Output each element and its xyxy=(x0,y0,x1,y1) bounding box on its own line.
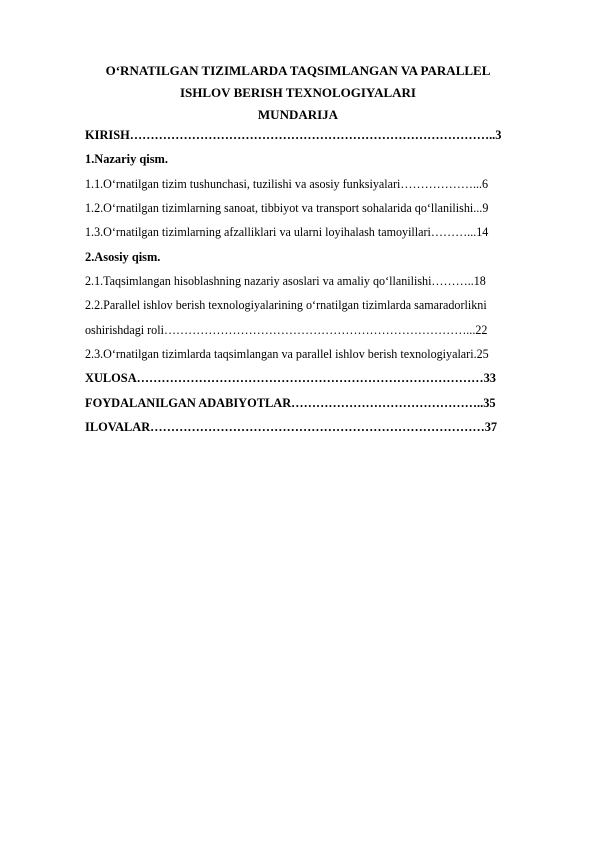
toc-section-nazariy: 1.Nazariy qism. xyxy=(85,152,168,166)
toc-entry-1-1: 1.1.O‘rnatilgan tizim tushunchasi, tuzilishi va asosiy funksiyalari………………...6 xyxy=(85,177,489,191)
toc-entry-adabiyotlar: FOYDALANILGAN ADABIYOTLAR………………………………………..35 xyxy=(85,396,496,410)
toc-entry-2-3: 2.3.O‘rnatilgan tizimlarda taqsimlangan va parallel ishlov berish texnologiyalari.25 xyxy=(85,347,489,361)
toc-entry-2-2: 2.2.Parallel ishlov berish texnologiyalarining o‘rnatilgan tizimlarda samaradorlikni xyxy=(85,298,487,312)
document-title-line1: O‘RNATILGAN TIZIMLARDA TAQSIMLANGAN VA PARALLEL xyxy=(105,63,491,78)
toc-entry-xulosa: XULOSA…………………………………………………………………………33 xyxy=(85,371,496,385)
toc-entry-2-1: 2.1.Taqsimlangan hisoblashning nazariy asoslari va amaliy qo‘llanilishi………..18 xyxy=(85,274,486,288)
toc-entry-ilovalar: ILOVALAR………………………………………………………………………37 xyxy=(85,420,498,434)
toc-heading: MUNDARIJA xyxy=(257,107,339,122)
toc-entry-kirish: KIRISH……………………………………………………………………………..3 xyxy=(85,128,502,142)
toc-entry-1-2: 1.2.O‘rnatilgan tizimlarning sanoat, tibbiyot va transport sohalarida qo‘llanilishi...9 xyxy=(85,201,489,215)
toc-section-asosiy: 2.Asosiy qism. xyxy=(85,250,161,264)
toc-entry-1-3: 1.3.O‘rnatilgan tizimlarning afzalliklari va ularni loyihalash tamoyillari………...14 xyxy=(85,225,489,239)
toc-entry-2-2-cont: oshirishdagi roli…………………………………………………………………...22 xyxy=(85,323,488,337)
document-title-line2: ISHLOV BERISH TEXNOLOGIYALARI xyxy=(179,85,416,100)
